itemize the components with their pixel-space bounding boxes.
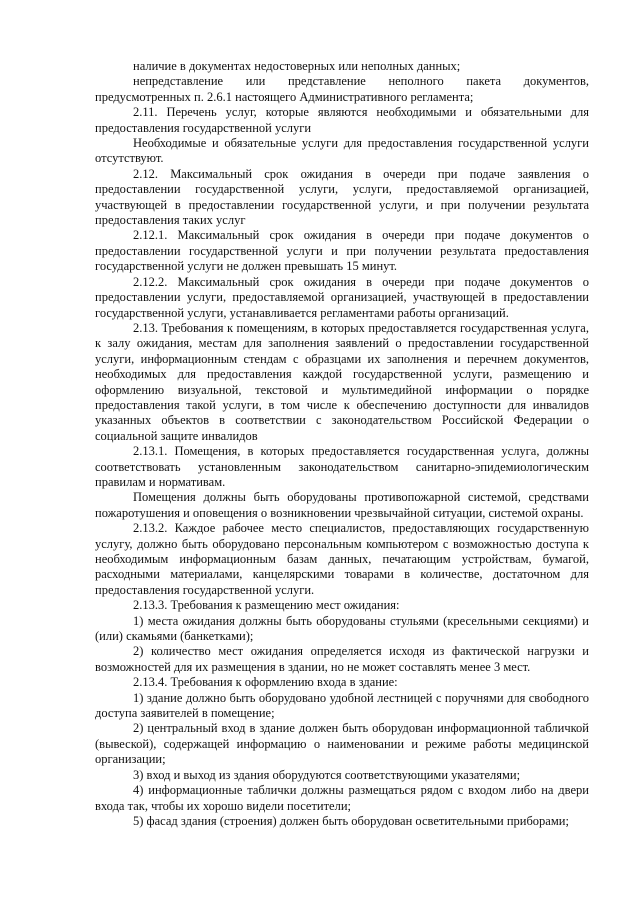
section-heading-2-12: 2.12. Максимальный срок ожидания в очереди при подаче заявления о предоставлении государственной услуги, услуги, предоставляемой организацией, участвующей в предоставлении государственной услуги, и при получении результата предоставления таких услуг xyxy=(95,166,589,228)
list-item-waiting-seats: 1) места ожидания должны быть оборудованы стульями (кресельными секциями) и (или) скамьями (банкетками); xyxy=(95,613,589,644)
list-item-entry-exit: 3) вход и выход из здания оборудуются соответствующими указателями; xyxy=(133,767,521,782)
paragraph-2-12-1: 2.12.1. Максимальный срок ожидания в очереди при подаче документов о предоставлении государственной услуги и при получении результата предоставления государственной услуги не должен превышать 15 минут. xyxy=(95,228,589,274)
list-item-facade-lighting: 5) фасад здания (строения) должен быть оборудован осветительными приборами; xyxy=(133,813,569,828)
list-item-waiting-count: 2) количество мест ожидания определяется исходя из фактической нагрузки и возможностей для их размещения в здании, но не может составлять менее 3 мест. xyxy=(95,644,589,674)
list-item-entrance-sign: 2) центральный вход в здание должен быть оборудован информационной табличкой (вывеской), содержащей информацию о наименовании и режиме работы медицинской организации; xyxy=(95,721,589,767)
paragraph-2-13-1: 2.13.1. Помещения, в которых предоставляется государственная услуга, должны соответствовать установленным законодательством санитарно-эпидемиологическим правилам и нормативам. xyxy=(95,444,589,489)
paragraph-2-13-4: 2.13.4. Требования к оформлению входа в здание: xyxy=(133,675,398,690)
section-heading-2-11: 2.11. Перечень услуг, которые являются необходимыми и обязательными для предоставления государственной услуги xyxy=(95,105,589,135)
list-item-info-plates: 4) информационные таблички должны размещаться рядом с входом либо на двери входа так, чтобы их хорошо видели посетители; xyxy=(95,783,589,813)
paragraph-required-services: Необходимые и обязательные услуги для предоставления государственной услуги отсутствуют. xyxy=(95,136,589,166)
paragraph-2-12-2: 2.12.2. Максимальный срок ожидания в очереди при подаче документов о предоставлении услуги, предоставляемой организацией, участвующей в предоставлении государственной услуги, устанавливается регламентами работы организаций. xyxy=(95,274,589,320)
document-body xyxy=(95,59,589,829)
paragraph-incomplete-package: непредставление или представление неполного пакета документов, предусмотренных п. 2.6.1 настоящего Административного регламента; xyxy=(95,74,589,104)
paragraph-2-13-2: 2.13.2. Каждое рабочее место специалистов, предоставляющих государственную услугу, должно быть оборудовано персональным компьютером с возможностью доступа к необходимым информационным базам данных, печатающим устройствам, бумагой, расходными материалами, канцелярскими товарами в количестве, достаточном для предоставления государственной услуги. xyxy=(95,521,589,597)
paragraph-incomplete-data: наличие в документах недостоверных или неполных данных; xyxy=(133,59,461,73)
section-heading-2-13: 2.13. Требования к помещениям, в которых предоставляется государственная услуга, к залу ожидания, местам для заполнения заявлений о предоставлении государственной услуги, информационным стендам с образцами их заполнения и перечнем документов, необходимых для предоставления каждой государственной услуги, размещению и оформлению визуальной, текстовой и мультимедийной информации о порядке предоставления такой услуги, в том числе к обеспечению доступности для инвалидов указанных объектов в соответствии с законодательством Российской Федерации о социальной защите инвалидов xyxy=(95,320,589,443)
paragraph-2-13-3: 2.13.3. Требования к размещению мест ожидания: xyxy=(133,598,400,613)
list-item-stairs: 1) здание должно быть оборудовано удобной лестницей с поручнями для свободного доступа заявителей в помещение; xyxy=(95,690,589,721)
paragraph-fire-safety: Помещения должны быть оборудованы противопожарной системой, средствами пожаротушения и оповещения о возникновении чрезвычайной ситуации, системой охраны. xyxy=(95,490,589,520)
